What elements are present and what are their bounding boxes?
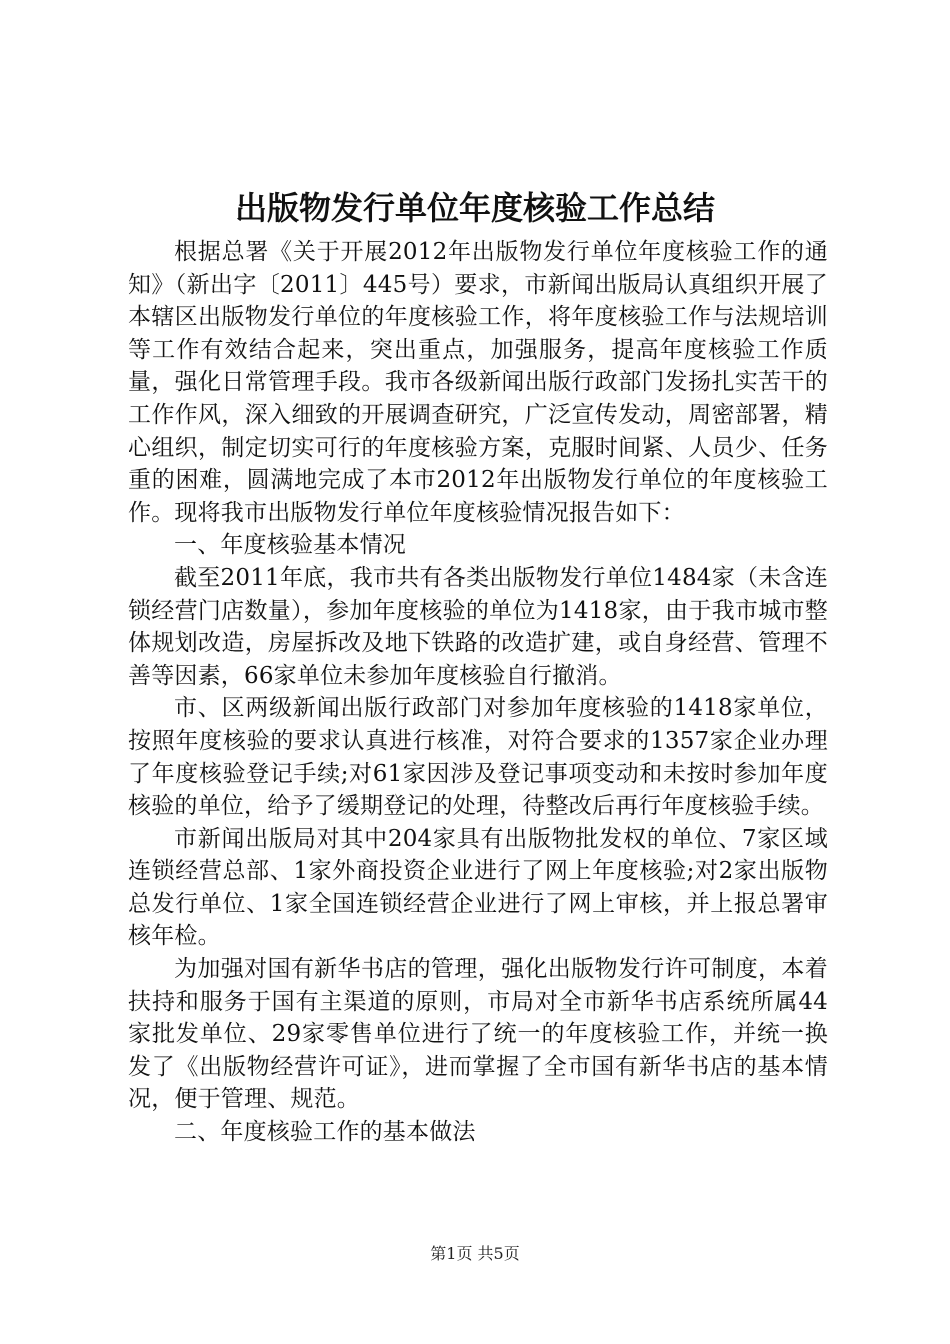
body-paragraph: 市新闻出版局对其中204家具有出版物批发权的单位、7家区域连锁经营总部、1家外商投资企业进行了网上年度核验;对2家出版物总发行单位、1家全国连锁经营企业进行了网上审核，并上报总署审核年检。 [128,825,828,950]
intro-paragraph: 根据总署《关于开展2012年出版物发行单位年度核验工作的通知》（新出字〔2011〕445号）要求，市新闻出版局认真组织开展了本辖区出版物发行单位的年度核验工作，将年度核验工作与法规培训等工作有效结合起来，突出重点，加强服务，提高年度核验工作质量，强化日常管理手段。我市各级新闻出版行政部门发扬扎实苦干的工作作风，深入细致的开展调查研究，广泛宣传发动，周密部署，精心组织，制定切实可行的年度核验方案，克服时间紧、人员少、任务重的困难，圆满地完成了本市2012年出版物发行单位的年度核验工作。现将我市出版物发行单位年度核验情况报告如下： [128,239,828,526]
document-title: 出版物发行单位年度核验工作总结 [234,189,715,227]
body-paragraph: 市、区两级新闻出版行政部门对参加年度核验的1418家单位，按照年度核验的要求认真进行核准，对符合要求的1357家企业办理了年度核验登记手续;对61家因涉及登记事项变动和未按时参加年度核验的单位，给予了缓期登记的处理，待整改后再行年度核验手续。 [128,695,828,820]
page-number-footer: 第1页 共5页 [430,1244,520,1263]
body-paragraph: 为加强对国有新华书店的管理，强化出版物发行许可制度，本着扶持和服务于国有主渠道的原则，市局对全市新华书店系统所属44家批发单位、29家零售单位进行了统一的年度核验工作，并统一换发了《出版物经营许可证》，进而掌握了全市国有新华书店的基本情况，便于管理、规范。 [128,956,828,1113]
body-paragraph: 截至2011年底，我市共有各类出版物发行单位1484家（未含连锁经营门店数量），参加年度核验的单位为1418家，由于我市城市整体规划改造，房屋拆改及地下铁路的改造扩建，或自身经营、管理不善等因素，66家单位未参加年度核验自行撤消。 [128,564,828,689]
document-body [128,236,828,1149]
section-heading-2: 二、年度核验工作的基本做法 [174,1119,476,1146]
section-heading-1: 一、年度核验基本情况 [174,532,406,559]
